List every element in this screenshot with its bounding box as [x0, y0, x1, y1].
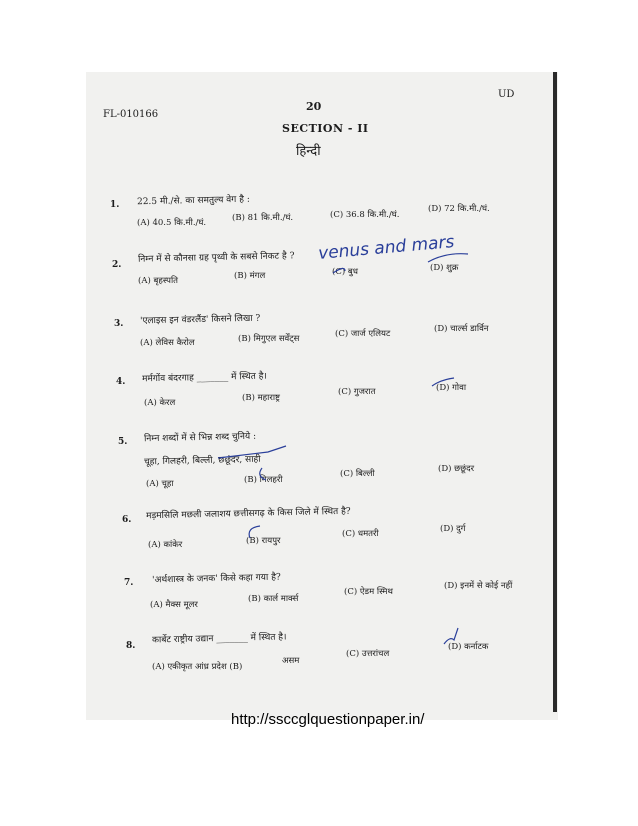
question-text: कार्बेट राष्ट्रीय उद्यान _______ में स्थित है। — [151, 632, 287, 646]
option-d: (D) छछूंदर — [438, 464, 475, 474]
section-title: SECTION - II — [282, 122, 369, 135]
answer-mark-q4 — [432, 378, 454, 386]
question-text: निम्न में से कौनसा ग्रह पृथ्वी के सबसे निकट है ? — [137, 251, 295, 265]
option-a: (A) एकीकृत आंध्र प्रदेश (B) — [152, 662, 243, 672]
question-number: 2. — [112, 260, 122, 270]
footer-url[interactable]: http://ssccglquestionpaper.in/ — [231, 711, 425, 728]
option-c: (C) ऐडम स्मिथ — [344, 587, 393, 597]
paper-code: FL-010166 — [103, 109, 159, 120]
option-d: (D) दुर्ग — [440, 524, 466, 534]
question-number: 1. — [110, 200, 120, 210]
option-c: (C) 36.8 कि.मी./घं. — [330, 210, 400, 220]
corner-mark: UD — [498, 89, 515, 100]
question-number: 6. — [122, 515, 132, 525]
answer-mark-q6 — [249, 526, 260, 538]
option-d: (D) गोवा — [436, 383, 467, 393]
option-b: (B) कार्ल मार्क्स — [248, 594, 299, 604]
language-title: हिन्दी — [296, 144, 321, 159]
option-c: (C) गुजरात — [338, 387, 376, 397]
option-c: (C) बुध — [332, 267, 358, 277]
question-number: 5. — [118, 437, 128, 447]
option-b: (B) महाराष्ट्र — [242, 393, 281, 403]
question-number: 3. — [114, 319, 124, 329]
question-text: मड़मसिलि मछली जलाशय छत्तीसगढ़ के किस जिले में स्थित है? — [145, 506, 351, 522]
question-text: 22.5 मी./से. का समतुल्य वेग है : — [136, 194, 250, 208]
option-c: (C) धमतरी — [342, 529, 379, 539]
option-d: (D) शुक्र — [430, 263, 459, 273]
option-a: (A) लेविस कैरोल — [140, 338, 195, 348]
option-d: (D) कर्नाटक — [448, 642, 489, 652]
answer-mark-q2 — [333, 268, 345, 273]
handwritten-note: venus and mars — [317, 232, 456, 264]
option-a: (A) कांकेर — [148, 540, 183, 550]
question-number: 4. — [116, 377, 126, 387]
option-b: (B) मिगुएल सर्वेंट्स — [238, 334, 300, 344]
option-a: (A) मैक्स मूलर — [150, 600, 198, 610]
question-word-list: चूहा, गिलहरी, बिल्ली, छछूंदर, साही — [143, 454, 261, 468]
option-a: (A) 40.5 कि.मी./घं. — [137, 218, 207, 228]
question-text: 'एलाइस इन वंडरलैंड' किसने लिखा ? — [139, 313, 261, 327]
answer-mark-q8 — [444, 628, 458, 644]
option-a: (A) बृहस्पति — [138, 276, 179, 286]
option-a: (A) केरल — [144, 398, 176, 408]
option-b: (B) गिलहरी — [244, 475, 283, 485]
answer-mark-q5-b — [260, 468, 266, 480]
option-d: (D) चार्ल्स डार्विन — [434, 324, 489, 334]
option-c: (C) जार्ज एलियट — [335, 329, 391, 339]
question-text: 'अर्थशास्त्र के जनक' किसे कहा गया है? — [151, 572, 281, 586]
question-text: मर्मगोंव बंदरगाह _______ में स्थित है। — [141, 371, 267, 385]
option-a: (A) चूहा — [146, 479, 174, 489]
option-b: असम — [282, 656, 300, 666]
option-b: (B) 81 कि.मी./घं. — [232, 213, 294, 223]
answer-underline-q5 — [218, 446, 286, 458]
option-c: (C) बिल्ली — [340, 469, 375, 479]
option-d: (D) 72 कि.मी./घं. — [428, 204, 490, 214]
page-number: 20 — [306, 100, 322, 113]
option-c: (C) उत्तरांचल — [346, 649, 390, 659]
option-d: (D) इनमें से कोई नहीं — [444, 581, 513, 591]
option-b: (B) मंगल — [234, 271, 266, 281]
question-text: निम्न शब्दों में से भिन्न शब्द चुनिये : — [143, 431, 257, 445]
answer-mark-q2-d — [428, 254, 468, 262]
question-number: 7. — [124, 578, 134, 588]
question-number: 8. — [126, 641, 136, 651]
option-b: (B) रायपुर — [246, 536, 281, 546]
